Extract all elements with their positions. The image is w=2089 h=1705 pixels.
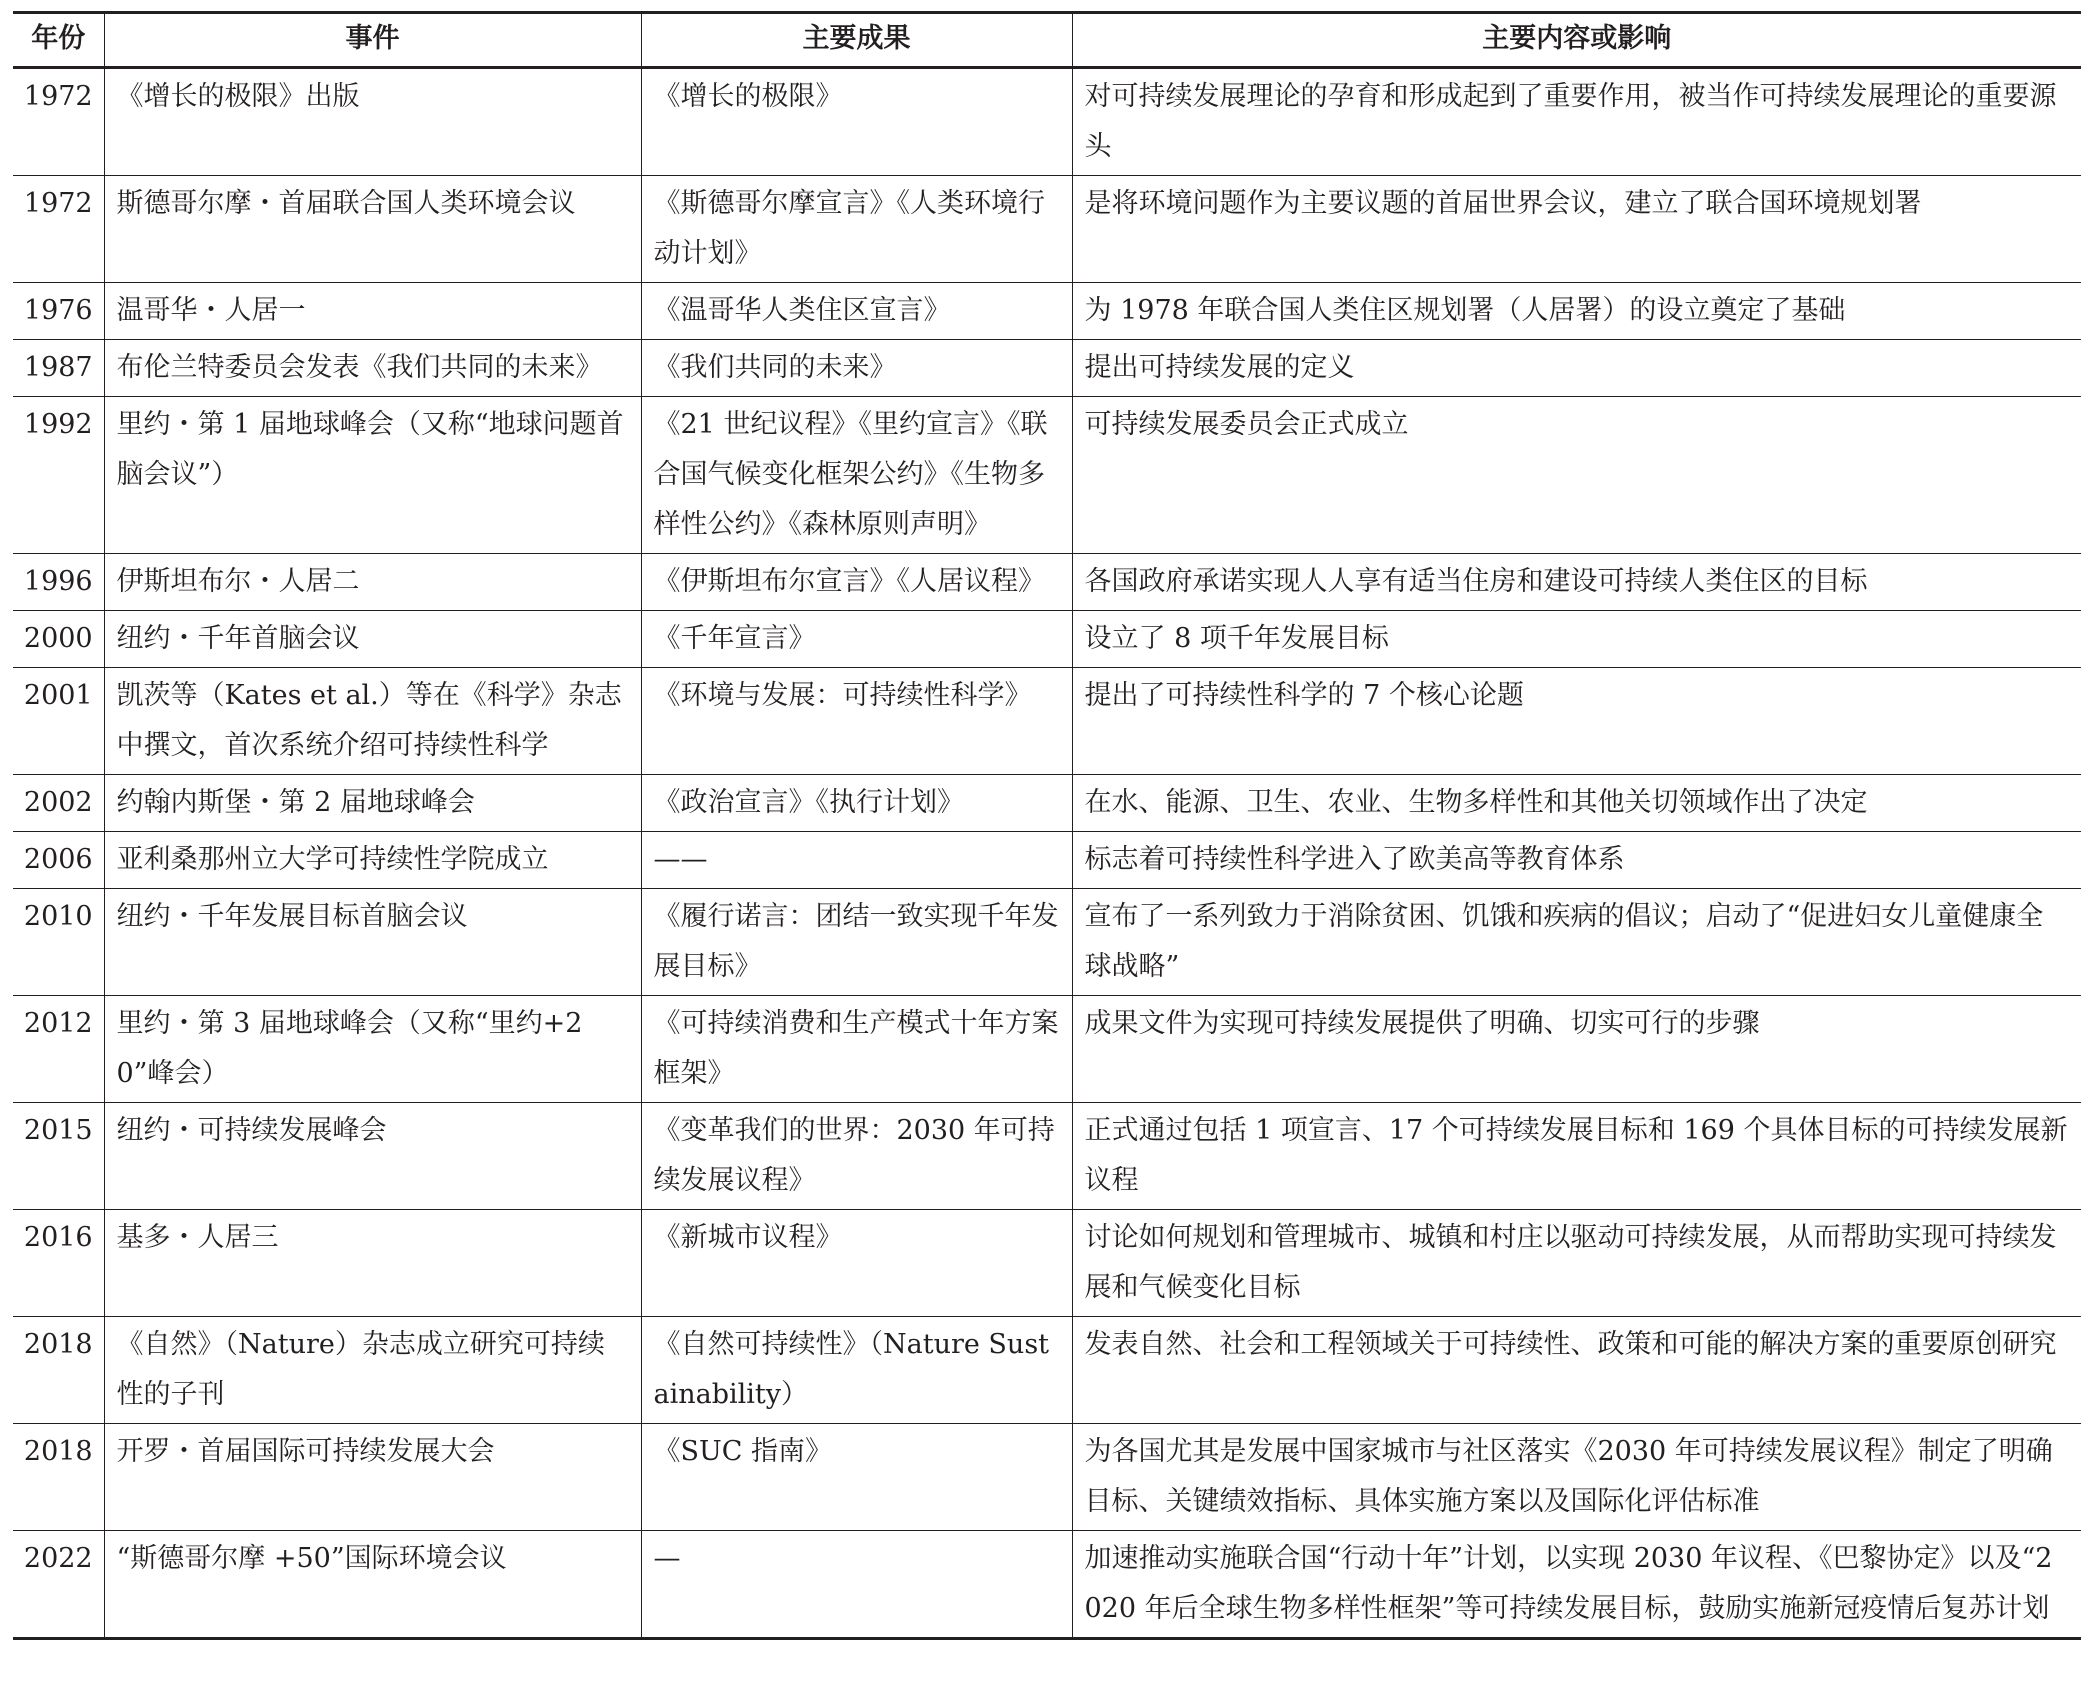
cell-outcome: 《伊斯坦布尔宣言》《人居议程》 (641, 554, 1072, 611)
cell-outcome: 《21 世纪议程》《里约宣言》《联合国气候变化框架公约》《生物多样性公约》《森林原则声明》 (641, 397, 1072, 554)
table-body (13, 68, 2081, 1639)
cell-event: 亚利桑那州立大学可持续性学院成立 (104, 832, 641, 889)
header-year: 年份 (31, 23, 86, 54)
cell-event: 温哥华・人居一 (104, 283, 641, 340)
table-row (13, 1103, 2081, 1210)
cell-event: 伊斯坦布尔・人居二 (104, 554, 641, 611)
cell-event: 《增长的极限》出版 (104, 68, 641, 176)
header-impact: 主要内容或影响 (1072, 13, 2081, 68)
cell-event: 里约・第 1 届地球峰会（又称“地球问题首脑会议”） (104, 397, 641, 554)
cell-year: 1972 (13, 68, 104, 176)
table-row (13, 397, 2081, 554)
cell-impact: 是将环境问题作为主要议题的首届世界会议，建立了联合国环境规划署 (1072, 176, 2081, 283)
cell-outcome: 《自然可持续性》（Nature Sustainability） (641, 1317, 1072, 1424)
cell-year: 1992 (13, 397, 104, 554)
cell-outcome: 《环境与发展：可持续性科学》 (641, 668, 1072, 775)
table-header (13, 13, 2081, 68)
cell-outcome: —— (641, 832, 1072, 889)
table-row (13, 832, 2081, 889)
cell-year: 1976 (13, 283, 104, 340)
cell-outcome: 《SUC 指南》 (641, 1424, 1072, 1531)
cell-year: 2010 (13, 889, 104, 996)
cell-year: 2016 (13, 1210, 104, 1317)
cell-impact: 讨论如何规划和管理城市、城镇和村庄以驱动可持续发展，从而帮助实现可持续发展和气候变化目标 (1072, 1210, 2081, 1317)
cell-year: 2022 (13, 1531, 104, 1639)
cell-impact: 为 1978 年联合国人类住区规划署（人居署）的设立奠定了基础 (1072, 283, 2081, 340)
cell-event: 约翰内斯堡・第 2 届地球峰会 (104, 775, 641, 832)
cell-outcome: — (641, 1531, 1072, 1639)
cell-outcome: 《可持续消费和生产模式十年方案框架》 (641, 996, 1072, 1103)
table-row (13, 554, 2081, 611)
cell-year: 2006 (13, 832, 104, 889)
cell-event: 《自然》（Nature）杂志成立研究可持续性的子刊 (104, 1317, 641, 1424)
table-row (13, 611, 2081, 668)
table-row (13, 1210, 2081, 1317)
table-row (13, 176, 2081, 283)
cell-event: 纽约・可持续发展峰会 (104, 1103, 641, 1210)
cell-event: 基多・人居三 (104, 1210, 641, 1317)
cell-year: 2012 (13, 996, 104, 1103)
cell-impact: 宣布了一系列致力于消除贫困、饥饿和疾病的倡议；启动了“促进妇女儿童健康全球战略” (1072, 889, 2081, 996)
cell-event: “斯德哥尔摩 +50”国际环境会议 (104, 1531, 641, 1639)
cell-impact: 正式通过包括 1 项宣言、17 个可持续发展目标和 169 个具体目标的可持续发展新议程 (1072, 1103, 2081, 1210)
cell-outcome: 《斯德哥尔摩宣言》《人类环境行动计划》 (641, 176, 1072, 283)
cell-outcome: 《政治宣言》《执行计划》 (641, 775, 1072, 832)
cell-impact: 发表自然、社会和工程领域关于可持续性、政策和可能的解决方案的重要原创研究 (1072, 1317, 2081, 1424)
header-row (13, 13, 2081, 68)
cell-event: 纽约・千年首脑会议 (104, 611, 641, 668)
cell-event: 里约・第 3 届地球峰会（又称“里约+20”峰会） (104, 996, 641, 1103)
cell-outcome: 《千年宣言》 (641, 611, 1072, 668)
cell-impact: 提出了可持续性科学的 7 个核心论题 (1072, 668, 2081, 775)
cell-year: 2002 (13, 775, 104, 832)
header-outcome: 主要成果 (641, 13, 1072, 68)
cell-impact: 设立了 8 项千年发展目标 (1072, 611, 2081, 668)
cell-year: 1972 (13, 176, 104, 283)
cell-event: 凯茨等（Kates et al.）等在《科学》杂志中撰文，首次系统介绍可持续性科学 (104, 668, 641, 775)
cell-event: 布伦兰特委员会发表《我们共同的未来》 (104, 340, 641, 397)
cell-year: 1996 (13, 554, 104, 611)
cell-impact: 提出可持续发展的定义 (1072, 340, 2081, 397)
sustainability-timeline-table (13, 11, 2081, 1640)
cell-outcome: 《温哥华人类住区宣言》 (641, 283, 1072, 340)
cell-year: 2000 (13, 611, 104, 668)
table-row (13, 1531, 2081, 1639)
cell-impact: 标志着可持续性科学进入了欧美高等教育体系 (1072, 832, 2081, 889)
cell-impact: 为各国尤其是发展中国家城市与社区落实《2030 年可持续发展议程》制定了明确目标、关键绩效指标、具体实施方案以及国际化评估标准 (1072, 1424, 2081, 1531)
cell-impact: 对可持续发展理论的孕育和形成起到了重要作用，被当作可持续发展理论的重要源头 (1072, 68, 2081, 176)
cell-year: 2015 (13, 1103, 104, 1210)
cell-year: 2001 (13, 668, 104, 775)
cell-year: 2018 (13, 1424, 104, 1531)
cell-outcome: 《增长的极限》 (641, 68, 1072, 176)
table-row (13, 668, 2081, 775)
table-row (13, 889, 2081, 996)
table-row (13, 775, 2081, 832)
table-row (13, 68, 2081, 176)
cell-outcome: 《新城市议程》 (641, 1210, 1072, 1317)
table-row (13, 996, 2081, 1103)
cell-outcome: 《履行诺言：团结一致实现千年发展目标》 (641, 889, 1072, 996)
cell-impact: 各国政府承诺实现人人享有适当住房和建设可持续人类住区的目标 (1072, 554, 2081, 611)
table-row (13, 1317, 2081, 1424)
table-row (13, 283, 2081, 340)
table-row (13, 1424, 2081, 1531)
cell-year: 1987 (13, 340, 104, 397)
cell-impact: 在水、能源、卫生、农业、生物多样性和其他关切领域作出了决定 (1072, 775, 2081, 832)
header-event: 事件 (104, 13, 641, 68)
cell-event: 开罗・首届国际可持续发展大会 (104, 1424, 641, 1531)
cell-year: 2018 (13, 1317, 104, 1424)
cell-event: 斯德哥尔摩・首届联合国人类环境会议 (104, 176, 641, 283)
table-row (13, 340, 2081, 397)
cell-impact: 成果文件为实现可持续发展提供了明确、切实可行的步骤 (1072, 996, 2081, 1103)
cell-impact: 可持续发展委员会正式成立 (1072, 397, 2081, 554)
cell-outcome: 《变革我们的世界：2030 年可持续发展议程》 (641, 1103, 1072, 1210)
cell-event: 纽约・千年发展目标首脑会议 (104, 889, 641, 996)
cell-impact: 加速推动实施联合国“行动十年”计划，以实现 2030 年议程、《巴黎协定》以及“2020 年后全球生物多样性框架”等可持续发展目标，鼓励实施新冠疫情后复苏计划 (1072, 1531, 2081, 1639)
cell-outcome: 《我们共同的未来》 (641, 340, 1072, 397)
